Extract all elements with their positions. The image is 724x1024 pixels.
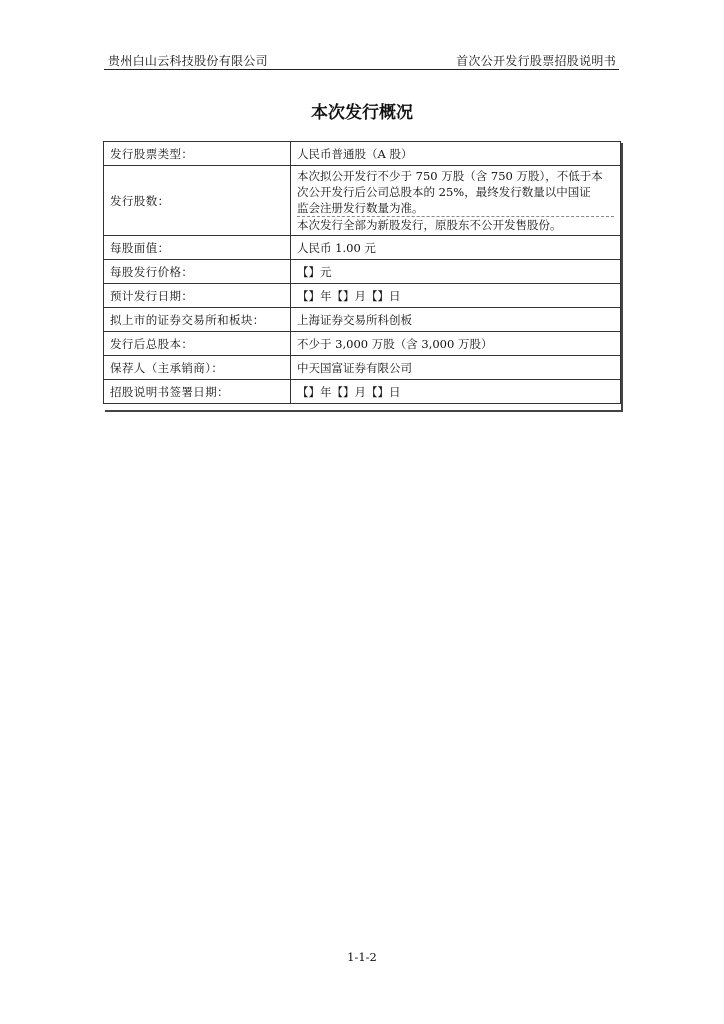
row-key: 保荐人（主承销商）： — [104, 356, 291, 380]
table-row — [104, 284, 621, 308]
table-row — [104, 142, 621, 166]
row-value: 【】年【】月【】日 — [291, 380, 621, 404]
header-rule — [104, 69, 619, 70]
table-row — [104, 308, 621, 332]
value-line: 监会注册发行数量为准。 — [297, 200, 614, 217]
row-value: 人民币 1.00 元 — [291, 236, 621, 260]
row-key: 发行股数： — [104, 166, 291, 236]
value-line: 次公开发行后公司总股本的 25%，最终发行数量以中国证 — [297, 185, 591, 199]
row-key: 发行股票类型： — [104, 142, 291, 166]
row-value-multiline — [291, 166, 621, 236]
row-value: 人民币普通股（A 股） — [291, 142, 621, 166]
row-key: 预计发行日期： — [104, 284, 291, 308]
page-title: 本次发行概况 — [311, 103, 413, 123]
row-value: 中天国富证券有限公司 — [291, 356, 621, 380]
row-key: 拟上市的证券交易所和板块： — [104, 308, 291, 332]
page-number: 1-1-2 — [347, 950, 377, 964]
offering-summary-table — [103, 141, 621, 404]
table-row — [104, 260, 621, 284]
header-company: 贵州白山云科技股份有限公司 — [108, 54, 268, 68]
row-value: 上海证券交易所科创板 — [291, 308, 621, 332]
row-value: 【】元 — [291, 260, 621, 284]
table-row — [104, 380, 621, 404]
row-key: 每股发行价格： — [104, 260, 291, 284]
value-line: 本次发行全部为新股发行，原股东不公开发售股份。 — [297, 218, 562, 232]
row-value: 不少于 3,000 万股（含 3,000 万股） — [291, 332, 621, 356]
row-value: 【】年【】月【】日 — [291, 284, 621, 308]
table-row — [104, 236, 621, 260]
table-row — [104, 332, 621, 356]
row-key: 招股说明书签署日期： — [104, 380, 291, 404]
table-row — [104, 166, 621, 236]
table-row — [104, 356, 621, 380]
header-document-title: 首次公开发行股票招股说明书 — [456, 54, 616, 68]
row-key: 发行后总股本： — [104, 332, 291, 356]
value-line: 本次拟公开发行不少于 750 万股（含 750 万股），不低于本 — [297, 169, 603, 183]
row-key: 每股面值： — [104, 236, 291, 260]
